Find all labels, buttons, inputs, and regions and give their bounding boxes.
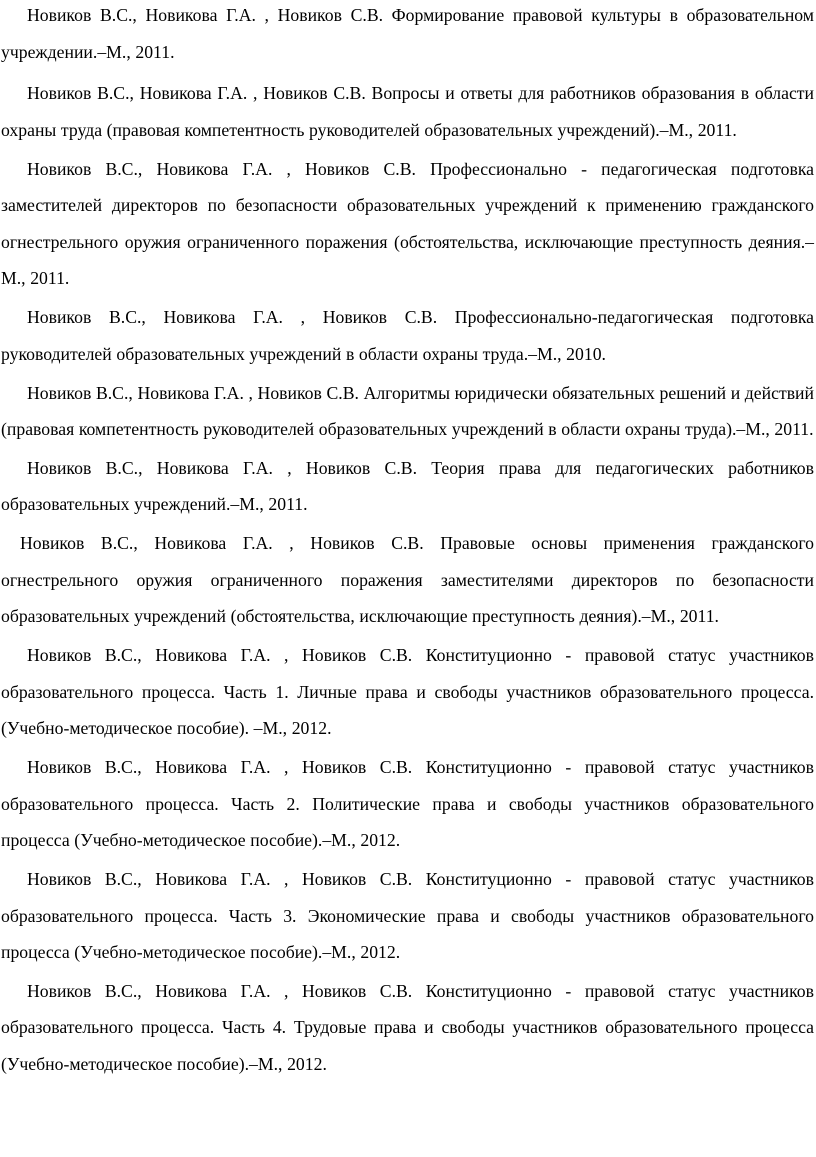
reference-entry-5: Новиков В.С., Новикова Г.А. , Новиков С.В. Алгоритмы юридически обязательных решений и действий (правовая компетентность руководителей образовательных учреждений в области охраны труда).–М., 2011. bbox=[1, 382, 814, 440]
reference-entry-10: Новиков В.С., Новикова Г.А. , Новиков С.В. Конституционно - правовой статус участников образовательного процесса. Часть 3. Экономические права и свободы участников образовательного процесса (Учебно-методическое пособие).–М., 2012. bbox=[1, 869, 814, 963]
reference-entry-6: Новиков В.С., Новикова Г.А. , Новиков С.В. Теория права для педагогических работников образовательных учреждений.–М., 2011. bbox=[1, 457, 814, 515]
reference-entry-1: Новиков В.С., Новикова Г.А. , Новиков С.В. Формирование правовой культуры в образовательном учреждении.–М., 2011. bbox=[1, 5, 814, 62]
reference-entry-7: Новиков В.С., Новикова Г.А. , Новиков С.В. Правовые основы применения гражданского огнестрельного оружия ограниченного поражения заместителями директоров по безопасности образовательных учреждений (обстоятельства, исключающие преступность деяния).–М., 2011. bbox=[1, 533, 814, 627]
reference-entry-9: Новиков В.С., Новикова Г.А. , Новиков С.В. Конституционно - правовой статус участников образовательного процесса. Часть 2. Политические права и свободы участников образовательного процесса (Учебно-методическое пособие).–М., 2012. bbox=[1, 757, 814, 851]
reference-entry-3: Новиков В.С., Новикова Г.А. , Новиков С.В. Профессионально - педагогическая подготовка заместителей директоров по безопасности образовательных учреждений к применению гражданского огнестрельного оружия ограниченного поражения (обстоятельства, исключающие преступность деяния.–М., 2011. bbox=[1, 158, 814, 289]
reference-entry-11: Новиков В.С., Новикова Г.А. , Новиков С.В. Конституционно - правовой статус участников образовательного процесса. Часть 4. Трудовые права и свободы участников образовательного процесса (Учебно-методическое пособие).–М., 2012. bbox=[1, 980, 814, 1074]
reference-entry-8: Новиков В.С., Новикова Г.А. , Новиков С.В. Конституционно - правовой статус участников образовательного процесса. Часть 1. Личные права и свободы участников образовательного процесса. (Учебно-методическое пособие). –М., 2012. bbox=[1, 645, 814, 739]
reference-entry-4: Новиков В.С., Новикова Г.А. , Новиков С.В. Профессионально-педагогическая подготовка руководителей образовательных учреждений в области охраны труда.–М., 2010. bbox=[1, 307, 814, 364]
reference-entry-2: Новиков В.С., Новикова Г.А. , Новиков С.В. Вопросы и ответы для работников образования в области охраны труда (правовая компетентность руководителей образовательных учреждений).–М., 2011. bbox=[1, 83, 814, 140]
